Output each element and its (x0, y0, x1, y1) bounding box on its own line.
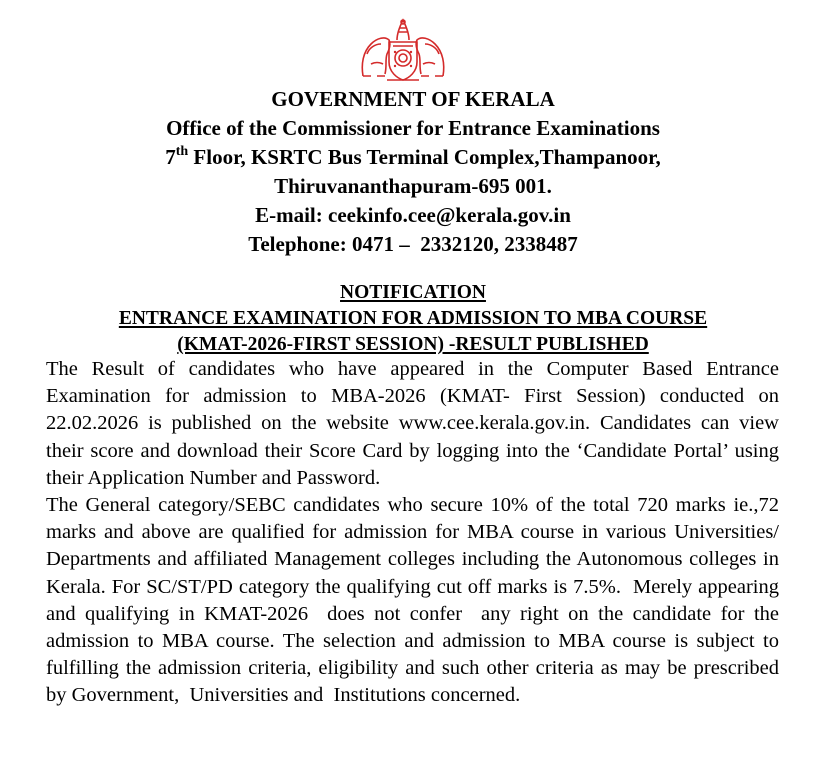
address-line-1 (0, 143, 826, 172)
email-line: E-mail: ceekinfo.cee@kerala.gov.in (255, 203, 571, 227)
government-title: GOVERNMENT OF KERALA (271, 87, 555, 111)
notification-body (46, 356, 785, 710)
notification-subject-line-2: (KMAT-2026-FIRST SESSION) -RESULT PUBLISHED (177, 334, 649, 355)
notification-subject-line-1: ENTRANCE EXAMINATION FOR ADMISSION TO MBA COURSE (118, 308, 708, 329)
notification-titles (0, 280, 826, 358)
floor-number: 7 (165, 145, 176, 169)
office-name: Office of the Commissioner for Entrance Examinations (166, 116, 660, 140)
kerala-emblem-icon (357, 14, 449, 84)
address-line-1-text: Floor, KSRTC Bus Terminal Complex,Thampanoor, (188, 145, 661, 169)
telephone-line: Telephone: 0471 – 2332120, 2338487 (248, 232, 578, 256)
body-paragraph-2: The General category/SEBC candidates who secure 10% of the total 720 marks ie.,72 marks and above are qualified for admission for MBA course in various Universities/ Departments and affiliated Management colleges including the Autonomous colleges in Kerala. For SC/ST/PD category the qualifying cut off marks is 7.5%. Merely appearing and qualifying in KMAT-2026 does not confer any right on the candidate for the admission to MBA course. The selection and admission to MBA course is subject to fulfilling the admission criteria, eligibility and such other criteria as may be prescribed by Government, Universities and Institutions concerned. (46, 494, 785, 707)
letterhead (0, 85, 826, 259)
body-paragraph-1: The Result of candidates who have appeared in the Computer Based Entrance Examination for admission to MBA-2026 (KMAT- First Session) conducted on 22.02.2026 is published on the website www.cee.kerala.gov.in. Candidates can view their score and download their Score Card by logging into the ‘Candidate Portal’ using their Application Number and Password. (46, 358, 779, 489)
address-line-2: Thiruvananthapuram-695 001. (274, 174, 552, 198)
floor-suffix: th (175, 144, 189, 159)
notification-heading: NOTIFICATION (340, 282, 486, 303)
